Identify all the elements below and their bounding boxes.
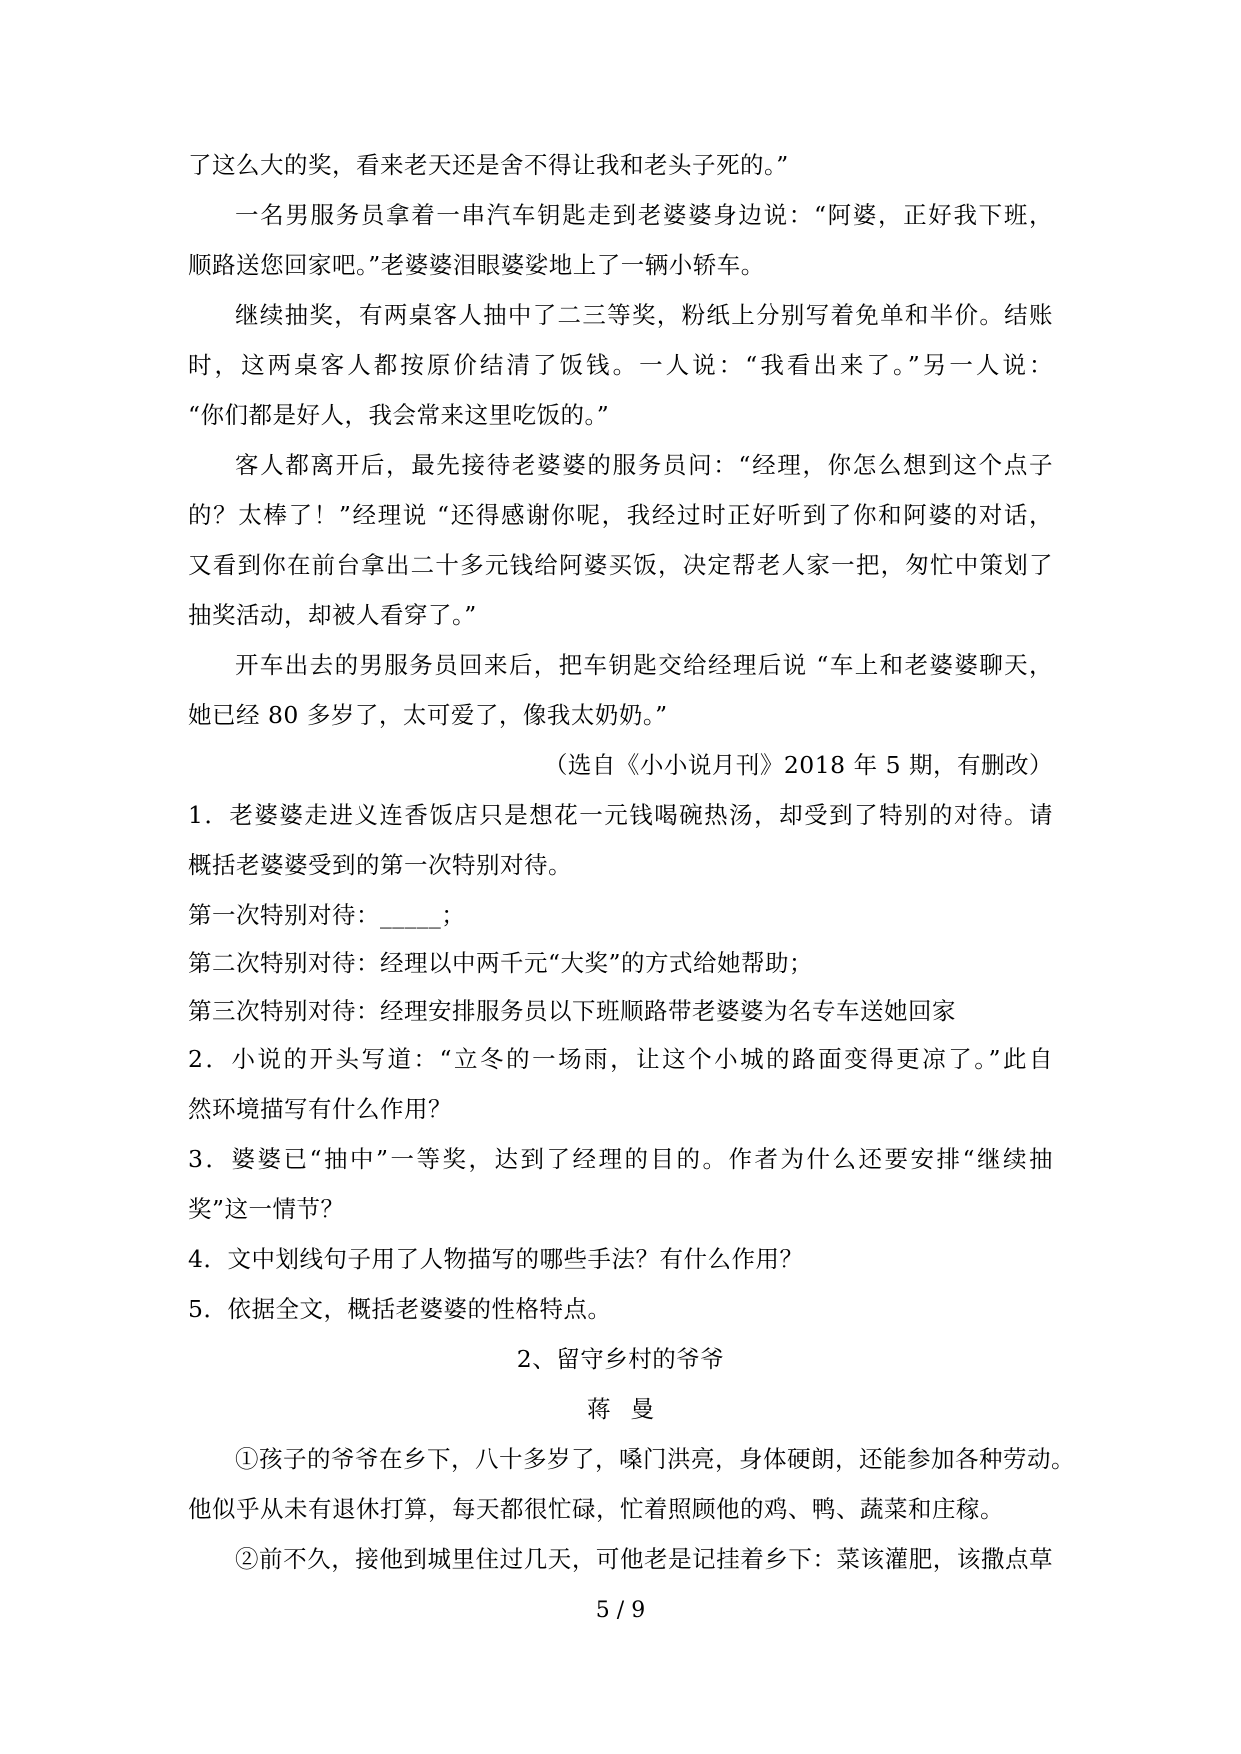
passage-line: ②前不久，接他到城里住过几天，可他老是记挂着乡下：菜该灌肥，该撒点草 bbox=[235, 1545, 1053, 1573]
passage-author bbox=[188, 1394, 1053, 1424]
story-line: 继续抽奖，有两桌客人抽中了二三等奖，粉纸上分别写着免单和半价。结账 bbox=[235, 301, 1053, 329]
question-1-cont: 概括老婆婆受到的第一次特别对待。 bbox=[188, 851, 572, 879]
question-3-cont: 奖”这一情节？ bbox=[188, 1195, 345, 1223]
author-first-char: 蒋 bbox=[587, 1395, 611, 1423]
answer-line-2: 第二次特别对待：经理以中两千元“大奖”的方式给她帮助； bbox=[188, 949, 814, 977]
story-line: “你们都是好人，我会常来这里吃饭的。” bbox=[188, 401, 610, 429]
page-number: 5 / 9 bbox=[595, 1598, 646, 1623]
page-content bbox=[188, 150, 1075, 1594]
author-second-char: 曼 bbox=[630, 1395, 654, 1423]
answer-line-1: 第一次特别对待：_____； bbox=[188, 901, 466, 929]
question-3: 3．婆婆已“抽中”一等奖，达到了经理的目的。作者为什么还要安排“继续抽 bbox=[188, 1145, 1053, 1173]
question-5: 5．依据全文，概括老婆婆的性格特点。 bbox=[188, 1295, 612, 1323]
answer-line-3: 第三次特别对待：经理安排服务员以下班顺路带老婆婆为名专车送她回家 bbox=[188, 997, 956, 1025]
question-2: 2．小说的开头写道：“立冬的一场雨，让这个小城的路面变得更凉了。”此自 bbox=[188, 1045, 1053, 1073]
passage-line: ①孩子的爷爷在乡下，八十多岁了，嗓门洪亮，身体硬朗，还能参加各种劳动。 bbox=[235, 1445, 1075, 1473]
story-line: 开车出去的男服务员回来后，把车钥匙交给经理后说 “车上和老婆婆聊天， bbox=[235, 651, 1053, 679]
story-line: 一名男服务员拿着一串汽车钥匙走到老婆婆身边说：“阿婆，正好我下班， bbox=[235, 201, 1053, 229]
story-line: 客人都离开后，最先接待老婆婆的服务员问：“经理，你怎么想到这个点子 bbox=[235, 451, 1053, 479]
story-line: 抽奖活动，却被人看穿了。” bbox=[188, 601, 477, 629]
question-4: 4．文中划线句子用了人物描写的哪些手法？有什么作用？ bbox=[188, 1245, 804, 1273]
question-2-cont: 然环境描写有什么作用？ bbox=[188, 1095, 452, 1123]
story-line: 又看到你在前台拿出二十多元钱给阿婆买饭，决定帮老人家一把，匆忙中策划了 bbox=[188, 551, 1053, 579]
story-line: 的？太棒了！”经理说 “还得感谢你呢，我经过时正好听到了你和阿婆的对话， bbox=[188, 501, 1053, 529]
story-line: 顺路送您回家吧。”老婆婆泪眼婆娑地上了一辆小轿车。 bbox=[188, 251, 765, 279]
story-line: 时，这两桌客人都按原价结清了饭钱。一人说：“我看出来了。”另一人说： bbox=[188, 351, 1053, 379]
passage-title: 2、留守乡村的爷爷 bbox=[516, 1345, 725, 1373]
story-line: 她已经 80 多岁了，太可爱了，像我太奶奶。” bbox=[188, 701, 668, 729]
story-line: 了这么大的奖，看来老天还是舍不得让我和老头子死的。” bbox=[188, 151, 789, 179]
source-citation: （选自《小小说月刊》2018 年 5 期，有删改） bbox=[543, 751, 1053, 779]
passage-line: 他似乎从未有退休打算，每天都很忙碌，忙着照顾他的鸡、鸭、蔬菜和庄稼。 bbox=[188, 1495, 1004, 1523]
question-1: 1．老婆婆走进义连香饭店只是想花一元钱喝碗热汤，却受到了特别的对待。请 bbox=[188, 801, 1053, 829]
